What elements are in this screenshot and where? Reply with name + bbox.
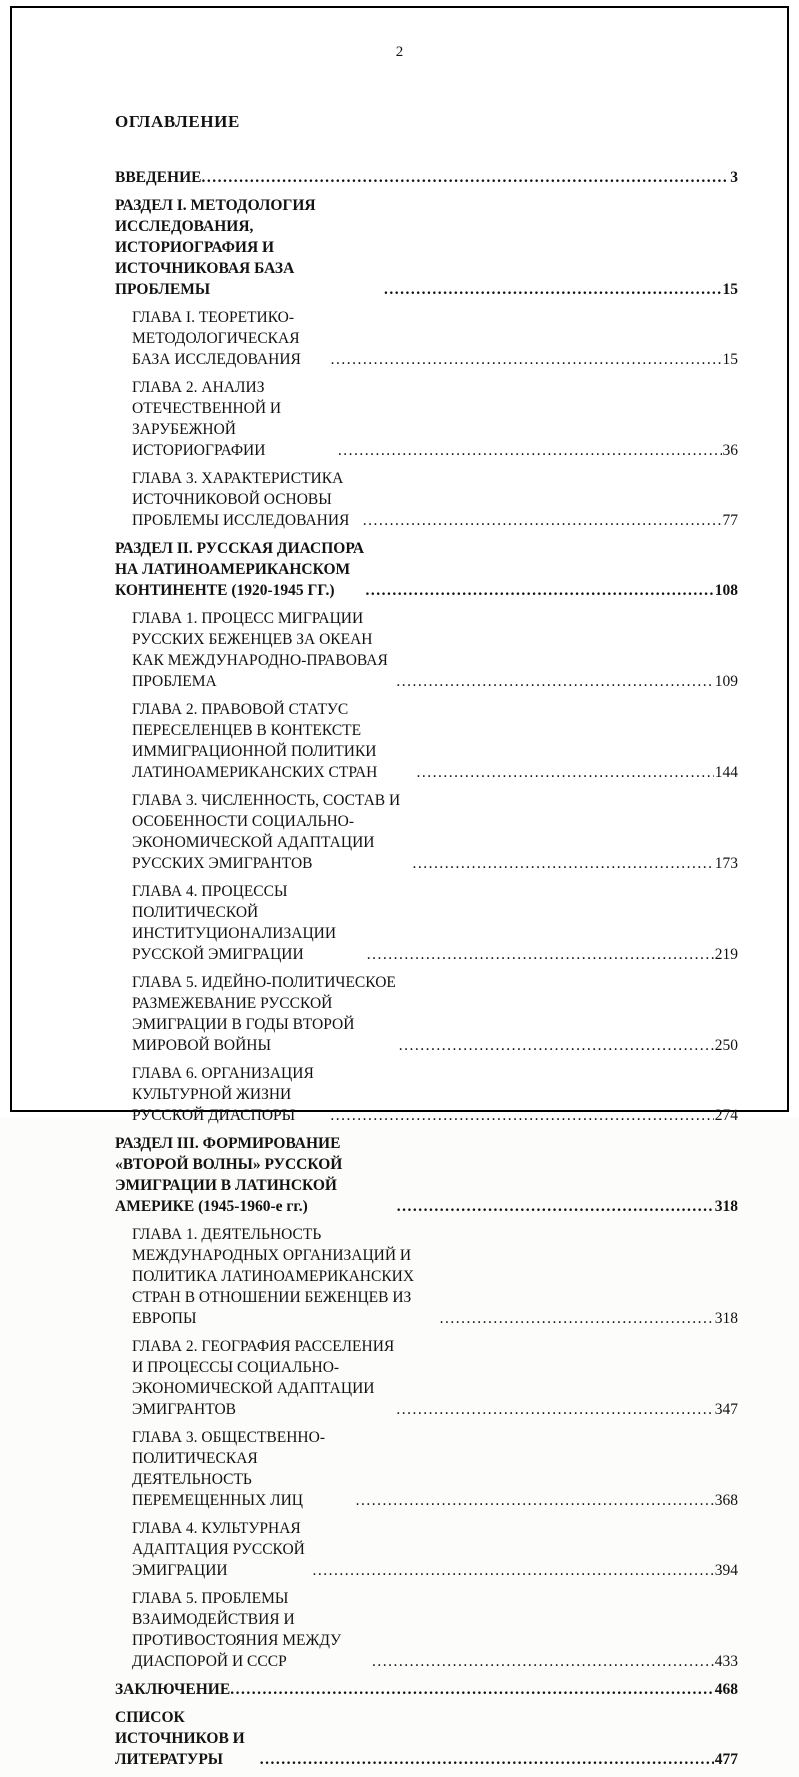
toc-leader-dots	[384, 279, 722, 300]
toc-entry	[115, 608, 738, 692]
toc-leader-dots	[260, 1749, 714, 1770]
page-title: ОГЛАВЛЕНИЕ	[115, 112, 240, 131]
toc-leader-dots	[338, 440, 722, 461]
toc-entry-label: ГЛАВА 4. ПРОЦЕССЫ ПОЛИТИЧЕСКОЙ ИНСТИТУЦИОНАЛИЗАЦИИ РУССКОЙ ЭМИГРАЦИИ	[132, 883, 337, 963]
toc-entry-label: ГЛАВА 2. АНАЛИЗ ОТЕЧЕСТВЕННОЙ И ЗАРУБЕЖНОЙ ИСТОРИОГРАФИИ	[132, 379, 282, 459]
toc-entry-label: ВВЕДЕНИЕ	[115, 169, 202, 186]
toc-entry	[115, 538, 738, 601]
toc-leader-dots	[417, 762, 714, 783]
toc-leader-dots	[366, 580, 714, 601]
page-number: 2	[395, 44, 404, 60]
toc-entry-label: РАЗДЕЛ I. МЕТОДОЛОГИЯ ИССЛЕДОВАНИЯ, ИСТОРИОГРАФИЯ И ИСТОЧНИКОВАЯ БАЗА ПРОБЛЕМЫ	[115, 197, 316, 298]
toc-entry	[115, 167, 738, 188]
toc-entry-page-number: 108	[714, 582, 738, 599]
toc-list	[115, 167, 738, 1777]
toc-entry-label: ГЛАВА 1. ПРОЦЕСС МИГРАЦИИ РУССКИХ БЕЖЕНЦЕВ ЗА ОКЕАН КАК МЕЖДУНАРОДНО-ПРАВОВАЯ ПРОБЛЕМА	[132, 610, 388, 690]
toc-entry-page-number: 477	[714, 1751, 738, 1768]
toc-entry-page-number: 274	[714, 1107, 738, 1124]
toc-entry	[115, 1133, 738, 1217]
toc-entry-page-number: 219	[714, 946, 738, 963]
toc-entry-page-number: 15	[722, 351, 738, 368]
toc-entry-label: ГЛАВА 3. ХАРАКТЕРИСТИКА ИСТОЧНИКОВОЙ ОСНОВЫ ПРОБЛЕМЫ ИССЛЕДОВАНИЯ	[132, 470, 350, 529]
toc-entry-label: ГЛАВА 2. ГЕОГРАФИЯ РАССЕЛЕНИЯ И ПРОЦЕССЫ СОЦИАЛЬНО-ЭКОНОМИЧЕСКОЙ АДАПТАЦИИ ЭМИГРАНТОВ	[132, 1338, 395, 1418]
toc-entry-label: ГЛАВА 3. ОБЩЕСТВЕННО-ПОЛИТИЧЕСКАЯ ДЕЯТЕЛЬНОСТЬ ПЕРЕМЕЩЕННЫХ ЛИЦ	[132, 1429, 325, 1509]
toc-leader-dots	[396, 1399, 713, 1420]
toc-leader-dots	[313, 1560, 714, 1581]
toc-leader-dots	[230, 1679, 714, 1700]
toc-entry-label: РАЗДЕЛ III. ФОРМИРОВАНИЕ «ВТОРОЙ ВОЛНЫ» РУССКОЙ ЭМИГРАЦИИ В ЛАТИНСКОЙ АМЕРИКЕ (1945-1960-е гг.)	[115, 1135, 343, 1215]
toc-leader-dots	[397, 1196, 714, 1217]
toc-entry	[115, 790, 738, 874]
toc-entry-page-number: 468	[714, 1681, 738, 1698]
toc-entry-label: ГЛАВА 3. ЧИСЛЕННОСТЬ, СОСТАВ И ОСОБЕННОСТИ СОЦИАЛЬНО-ЭКОНОМИЧЕСКОЙ АДАПТАЦИИ РУССКИХ ЭМИГРАНТОВ	[132, 792, 401, 872]
toc-entry-label: ЗАКЛЮЧЕНИЕ	[115, 1681, 231, 1698]
toc-entry-label: РАЗДЕЛ II. РУССКАЯ ДИАСПОРА НА ЛАТИНОАМЕРИКАНСКОМ КОНТИНЕНТЕ (1920-1945 ГГ.)	[115, 540, 365, 599]
toc-entry-page-number: 433	[714, 1653, 738, 1670]
toc-entry	[115, 1336, 738, 1420]
toc-entry	[115, 1679, 738, 1700]
toc-entry-page-number: 368	[714, 1492, 738, 1509]
toc-entry	[115, 468, 738, 531]
toc-leader-dots	[331, 349, 722, 370]
toc-entry	[115, 972, 738, 1056]
toc-leader-dots	[440, 1308, 714, 1329]
toc-entry	[115, 881, 738, 965]
toc-entry-page-number: 347	[714, 1401, 738, 1418]
toc-entry-label: ГЛАВА 5. ИДЕЙНО-ПОЛИТИЧЕСКОЕ РАЗМЕЖЕВАНИЕ РУССКОЙ ЭМИГРАЦИИ В ГОДЫ ВТОРОЙ МИРОВОЙ ВОЙНЫ	[132, 974, 396, 1054]
toc-leader-dots	[399, 1035, 714, 1056]
toc-entry-label: ГЛАВА 5. ПРОБЛЕМЫ ВЗАИМОДЕЙСТВИЯ И ПРОТИВОСТОЯНИЯ МЕЖДУ ДИАСПОРОЙ И СССР	[132, 1590, 342, 1670]
toc-entry	[115, 1588, 738, 1672]
toc-leader-dots	[330, 1105, 713, 1126]
toc-entry-label: СПИСОК ИСТОЧНИКОВ И ЛИТЕРАТУРЫ	[115, 1709, 245, 1768]
toc-entry-page-number: 394	[714, 1562, 738, 1579]
toc-entry-label: ГЛАВА I. ТЕОРЕТИКО-МЕТОДОЛОГИЧЕСКАЯ БАЗА ИССЛЕДОВАНИЯ	[132, 309, 301, 368]
toc-entry	[115, 195, 738, 300]
toc-leader-dots	[367, 944, 714, 965]
toc-entry-page-number: 318	[714, 1310, 738, 1327]
toc-entry-page-number: 250	[714, 1037, 738, 1054]
toc-leader-dots	[363, 510, 722, 531]
toc-leader-dots	[396, 671, 713, 692]
toc-entry	[115, 377, 738, 461]
toc-entry-page-number: 173	[714, 855, 738, 872]
toc-entry-page-number: 77	[722, 512, 738, 529]
toc-entry	[115, 1224, 738, 1329]
toc-leader-dots	[356, 1490, 714, 1511]
toc-entry-label: ГЛАВА 4. КУЛЬТУРНАЯ АДАПТАЦИЯ РУССКОЙ ЭМИГРАЦИИ	[132, 1520, 305, 1579]
toc-entry-page-number: 144	[714, 764, 738, 781]
toc-entry-page-number: 36	[722, 442, 738, 459]
toc-entry-page-number: 109	[714, 673, 738, 690]
toc-entry-label: ГЛАВА 6. ОРГАНИЗАЦИЯ КУЛЬТУРНОЙ ЖИЗНИ РУССКОЙ ДИАСПОРЫ	[132, 1065, 314, 1124]
toc-entry	[115, 1427, 738, 1511]
toc-entry	[115, 1063, 738, 1126]
toc-entry	[115, 307, 738, 370]
toc-entry-label: ГЛАВА 1. ДЕЯТЕЛЬНОСТЬ МЕЖДУНАРОДНЫХ ОРГАНИЗАЦИЙ И ПОЛИТИКА ЛАТИНОАМЕРИКАНСКИХ СТРАН В ОТНОШЕНИИ БЕЖЕНЦЕВ ИЗ ЕВРОПЫ	[132, 1226, 415, 1327]
toc-entry	[115, 1707, 738, 1770]
toc-leader-dots	[413, 853, 714, 874]
toc-entry-page-number: 318	[714, 1198, 738, 1215]
toc-entry	[115, 1518, 738, 1581]
toc-entry-page-number: 3	[730, 169, 738, 186]
toc-entry	[115, 699, 738, 783]
toc-entry-label: ГЛАВА 2. ПРАВОВОЙ СТАТУС ПЕРЕСЕЛЕНЦЕВ В КОНТЕКСТЕ ИММИГРАЦИОННОЙ ПОЛИТИКИ ЛАТИНОАМЕРИКАНСКИХ СТРАН	[132, 701, 378, 781]
toc-leader-dots	[201, 167, 729, 188]
toc-entry-page-number: 15	[722, 281, 738, 298]
toc-leader-dots	[372, 1651, 714, 1672]
